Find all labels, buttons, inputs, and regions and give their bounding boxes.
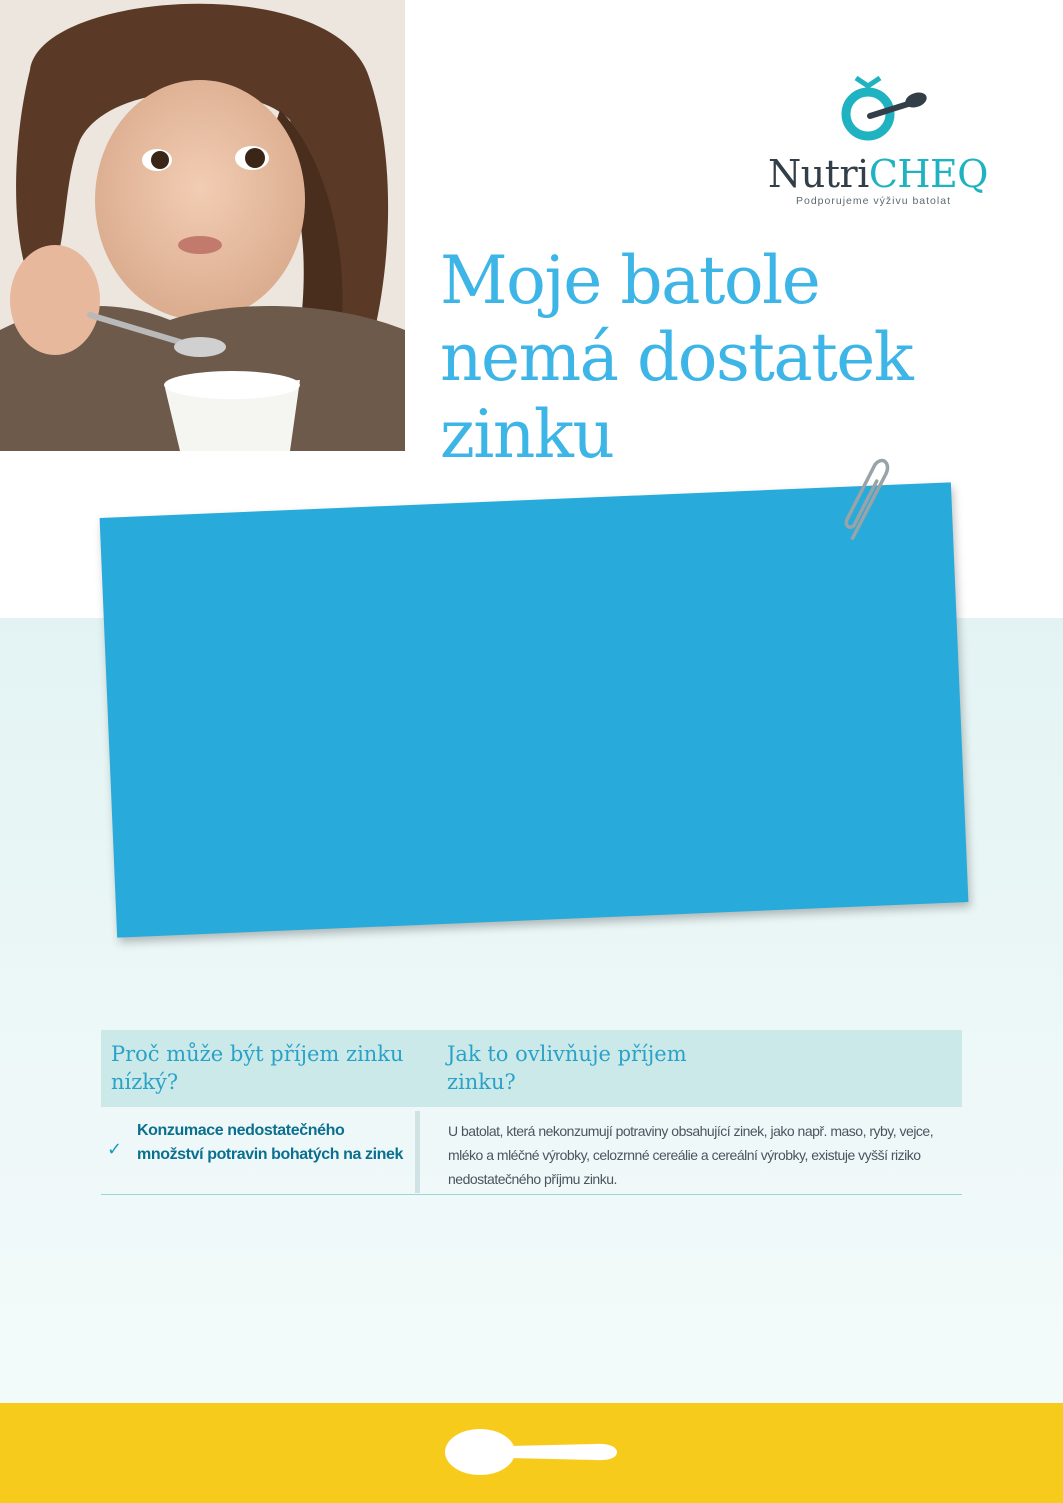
spoon-icon — [445, 1427, 617, 1477]
cause-cell: Konzumace nedostatečného množství potravin bohatých na zinek — [137, 1122, 404, 1163]
brand-name: NutriCHEQ — [768, 152, 988, 196]
table-row — [101, 1107, 962, 1195]
paperclip-icon — [838, 450, 898, 550]
footer-band — [0, 1403, 1063, 1503]
title-line: nemá dostatek — [440, 319, 913, 396]
effect-cell: U batolat, která nekonzumují potraviny obsahující zinek, jako např. maso, ryby, vejce, mléko a mléčné výrobky, celozrnné cereálie a cereální výrobky, existuje vyšší riziko nedostatečného příjmu zinku. — [448, 1123, 934, 1187]
page-title — [440, 242, 1040, 473]
column-header-effect: Jak to ovlivňuje příjem zinku? — [447, 1042, 687, 1094]
child-photo — [0, 0, 405, 451]
column-divider — [415, 1111, 420, 1193]
bowl-spoon-logo-icon — [830, 70, 940, 150]
brand-tagline: Podporujeme výživu batolat — [796, 195, 951, 207]
table-header — [101, 1030, 962, 1107]
checkmark-icon: ✓ — [107, 1139, 123, 1160]
title-line: zinku — [440, 396, 614, 473]
zinc-factors-table — [101, 1030, 962, 1195]
title-line: Moje batole — [440, 242, 820, 319]
info-note-background — [100, 482, 969, 937]
nutricheq-logo — [760, 70, 990, 220]
column-header-cause: Proč může být příjem zinku nízký? — [111, 1042, 404, 1094]
info-note-card — [100, 482, 969, 937]
